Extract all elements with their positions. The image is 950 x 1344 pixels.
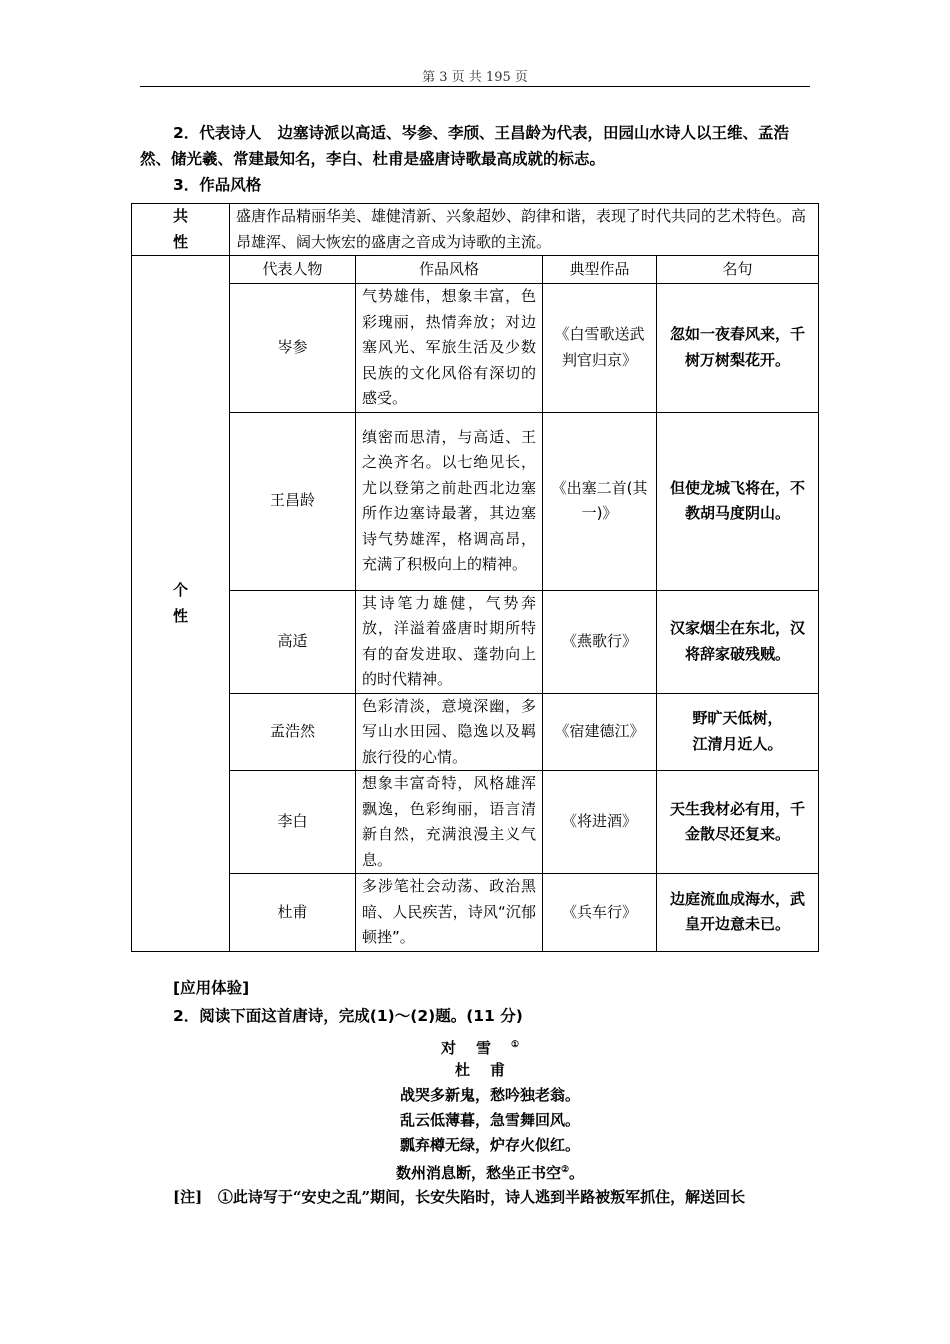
table-row <box>132 590 819 693</box>
row-quote: 汉家烟尘在东北，汉将辞家破残贼。 <box>657 590 819 693</box>
individual-label-2: 性 <box>172 607 188 626</box>
section-work-style-heading: 3．作品风格 <box>173 176 262 194</box>
common-label-1: 共 <box>172 207 188 225</box>
row-person: 高适 <box>230 590 356 693</box>
poem-title-text: 对雪 <box>440 1039 511 1057</box>
row-style: 色彩清淡，意境深幽，多写山水田园、隐逸以及羁旅行役的心情。 <box>356 693 543 771</box>
table-row <box>132 693 819 771</box>
poem-line: 瓢弃樽无绿，炉存火似红。 <box>399 1136 580 1154</box>
poem-note <box>173 1185 813 1210</box>
section-heading: 2．代表诗人 <box>173 124 262 142</box>
note-text: ①此诗写于“安史之乱”期间，长安失陷时，诗人逃到半路被叛军抓住，解送回长 <box>217 1188 746 1206</box>
poem-author: 杜甫 <box>454 1061 525 1079</box>
row-quote: 天生我材必有用，千金散尽还复来。 <box>657 771 819 874</box>
section-text: 边塞诗派以高适、岑参、李颀、王昌龄为代表，田园山水诗人以王维、孟浩然、储光羲、常建最知名，李白、杜甫是盛唐诗歌最高成就的标志。 <box>140 124 790 168</box>
header-quote: 名句 <box>657 256 819 284</box>
row-quote: 边庭流血成海水，武皇开边意未已。 <box>657 874 819 952</box>
row-person: 杜甫 <box>230 874 356 952</box>
table-row <box>132 771 819 874</box>
row-style: 想象丰富奇特，风格雄浑飘逸，色彩绚丽，语言清新自然，充满浪漫主义气息。 <box>356 771 543 874</box>
poem-line: 乱云低薄暮，急雪舞回风。 <box>399 1111 580 1129</box>
note-label: [注] <box>173 1188 203 1206</box>
table-row <box>132 412 819 590</box>
row-work: 《出塞二首(其一)》 <box>543 412 657 590</box>
poem-line <box>140 1158 840 1187</box>
header-divider <box>140 86 810 87</box>
row-person: 李白 <box>230 771 356 874</box>
individual-label-cell <box>132 256 230 952</box>
row-work: 《燕歌行》 <box>543 590 657 693</box>
row-quote <box>657 693 819 771</box>
row-style: 缜密而思清，与高适、王之涣齐名。以七绝见长，尤以登第之前赴西北边塞所作边塞诗最著，其边塞诗气势雄浑，格调高昂，充满了积极向上的精神。 <box>356 412 543 590</box>
poem-line-end: 。 <box>569 1164 585 1182</box>
row-work: 《将进酒》 <box>543 771 657 874</box>
practice-question: 2．阅读下面这首唐诗，完成(1)～(2)题。(11 分) <box>173 1007 523 1025</box>
row-work: 《兵车行》 <box>543 874 657 952</box>
row-quote: 忽如一夜春风来，千树万树梨花开。 <box>657 284 819 413</box>
row-quote-line: 江清月近人。 <box>692 734 783 753</box>
section-representative-poets <box>140 120 812 172</box>
individual-label-1: 个 <box>172 581 188 600</box>
table-row <box>132 284 819 413</box>
header-work: 典型作品 <box>543 256 657 284</box>
row-work: 《白雪歌送武判官归京》 <box>543 284 657 413</box>
row-style: 气势雄伟，想象丰富，色彩瑰丽，热情奔放；对边塞风光、军旅生活及少数民族的文化风俗有深切的感受。 <box>356 284 543 413</box>
row-style: 多涉笔社会动荡、政治黑暗、人民疾苦，诗风“沉郁顿挫”。 <box>356 874 543 952</box>
common-label-2: 性 <box>172 232 188 251</box>
poem-line-text: 数州消息断，愁坐正书空 <box>395 1164 561 1182</box>
common-label-cell <box>132 204 230 256</box>
row-style: 其诗笔力雄健，气势奔放，洋溢着盛唐时期所特有的奋发进取、蓬勃向上的时代精神。 <box>356 590 543 693</box>
row-person: 王昌龄 <box>230 412 356 590</box>
row-quote-line: 野旷天低树， <box>692 709 783 728</box>
footnote-mark: ② <box>560 1165 570 1175</box>
practice-label: [应用体验] <box>173 979 250 997</box>
common-text: 盛唐作品精丽华美、雄健清新、兴象超妙、韵律和谐，表现了时代共同的艺术特色。高昂雄浑、阔大恢宏的盛唐之音成为诗歌的主流。 <box>230 204 819 256</box>
header-person: 代表人物 <box>230 256 356 284</box>
page-header: 第 3 页 共 195 页 <box>422 70 528 85</box>
footnote-mark: ① <box>510 1040 540 1050</box>
table-row <box>132 874 819 952</box>
poem-line: 战哭多新鬼，愁吟独老翁。 <box>399 1086 580 1104</box>
row-person: 孟浩然 <box>230 693 356 771</box>
poetry-style-table <box>131 203 819 952</box>
header-style: 作品风格 <box>356 256 543 284</box>
row-work: 《宿建德江》 <box>543 693 657 771</box>
row-quote: 但使龙城飞将在，不教胡马度阴山。 <box>657 412 819 590</box>
row-person: 岑参 <box>230 284 356 413</box>
